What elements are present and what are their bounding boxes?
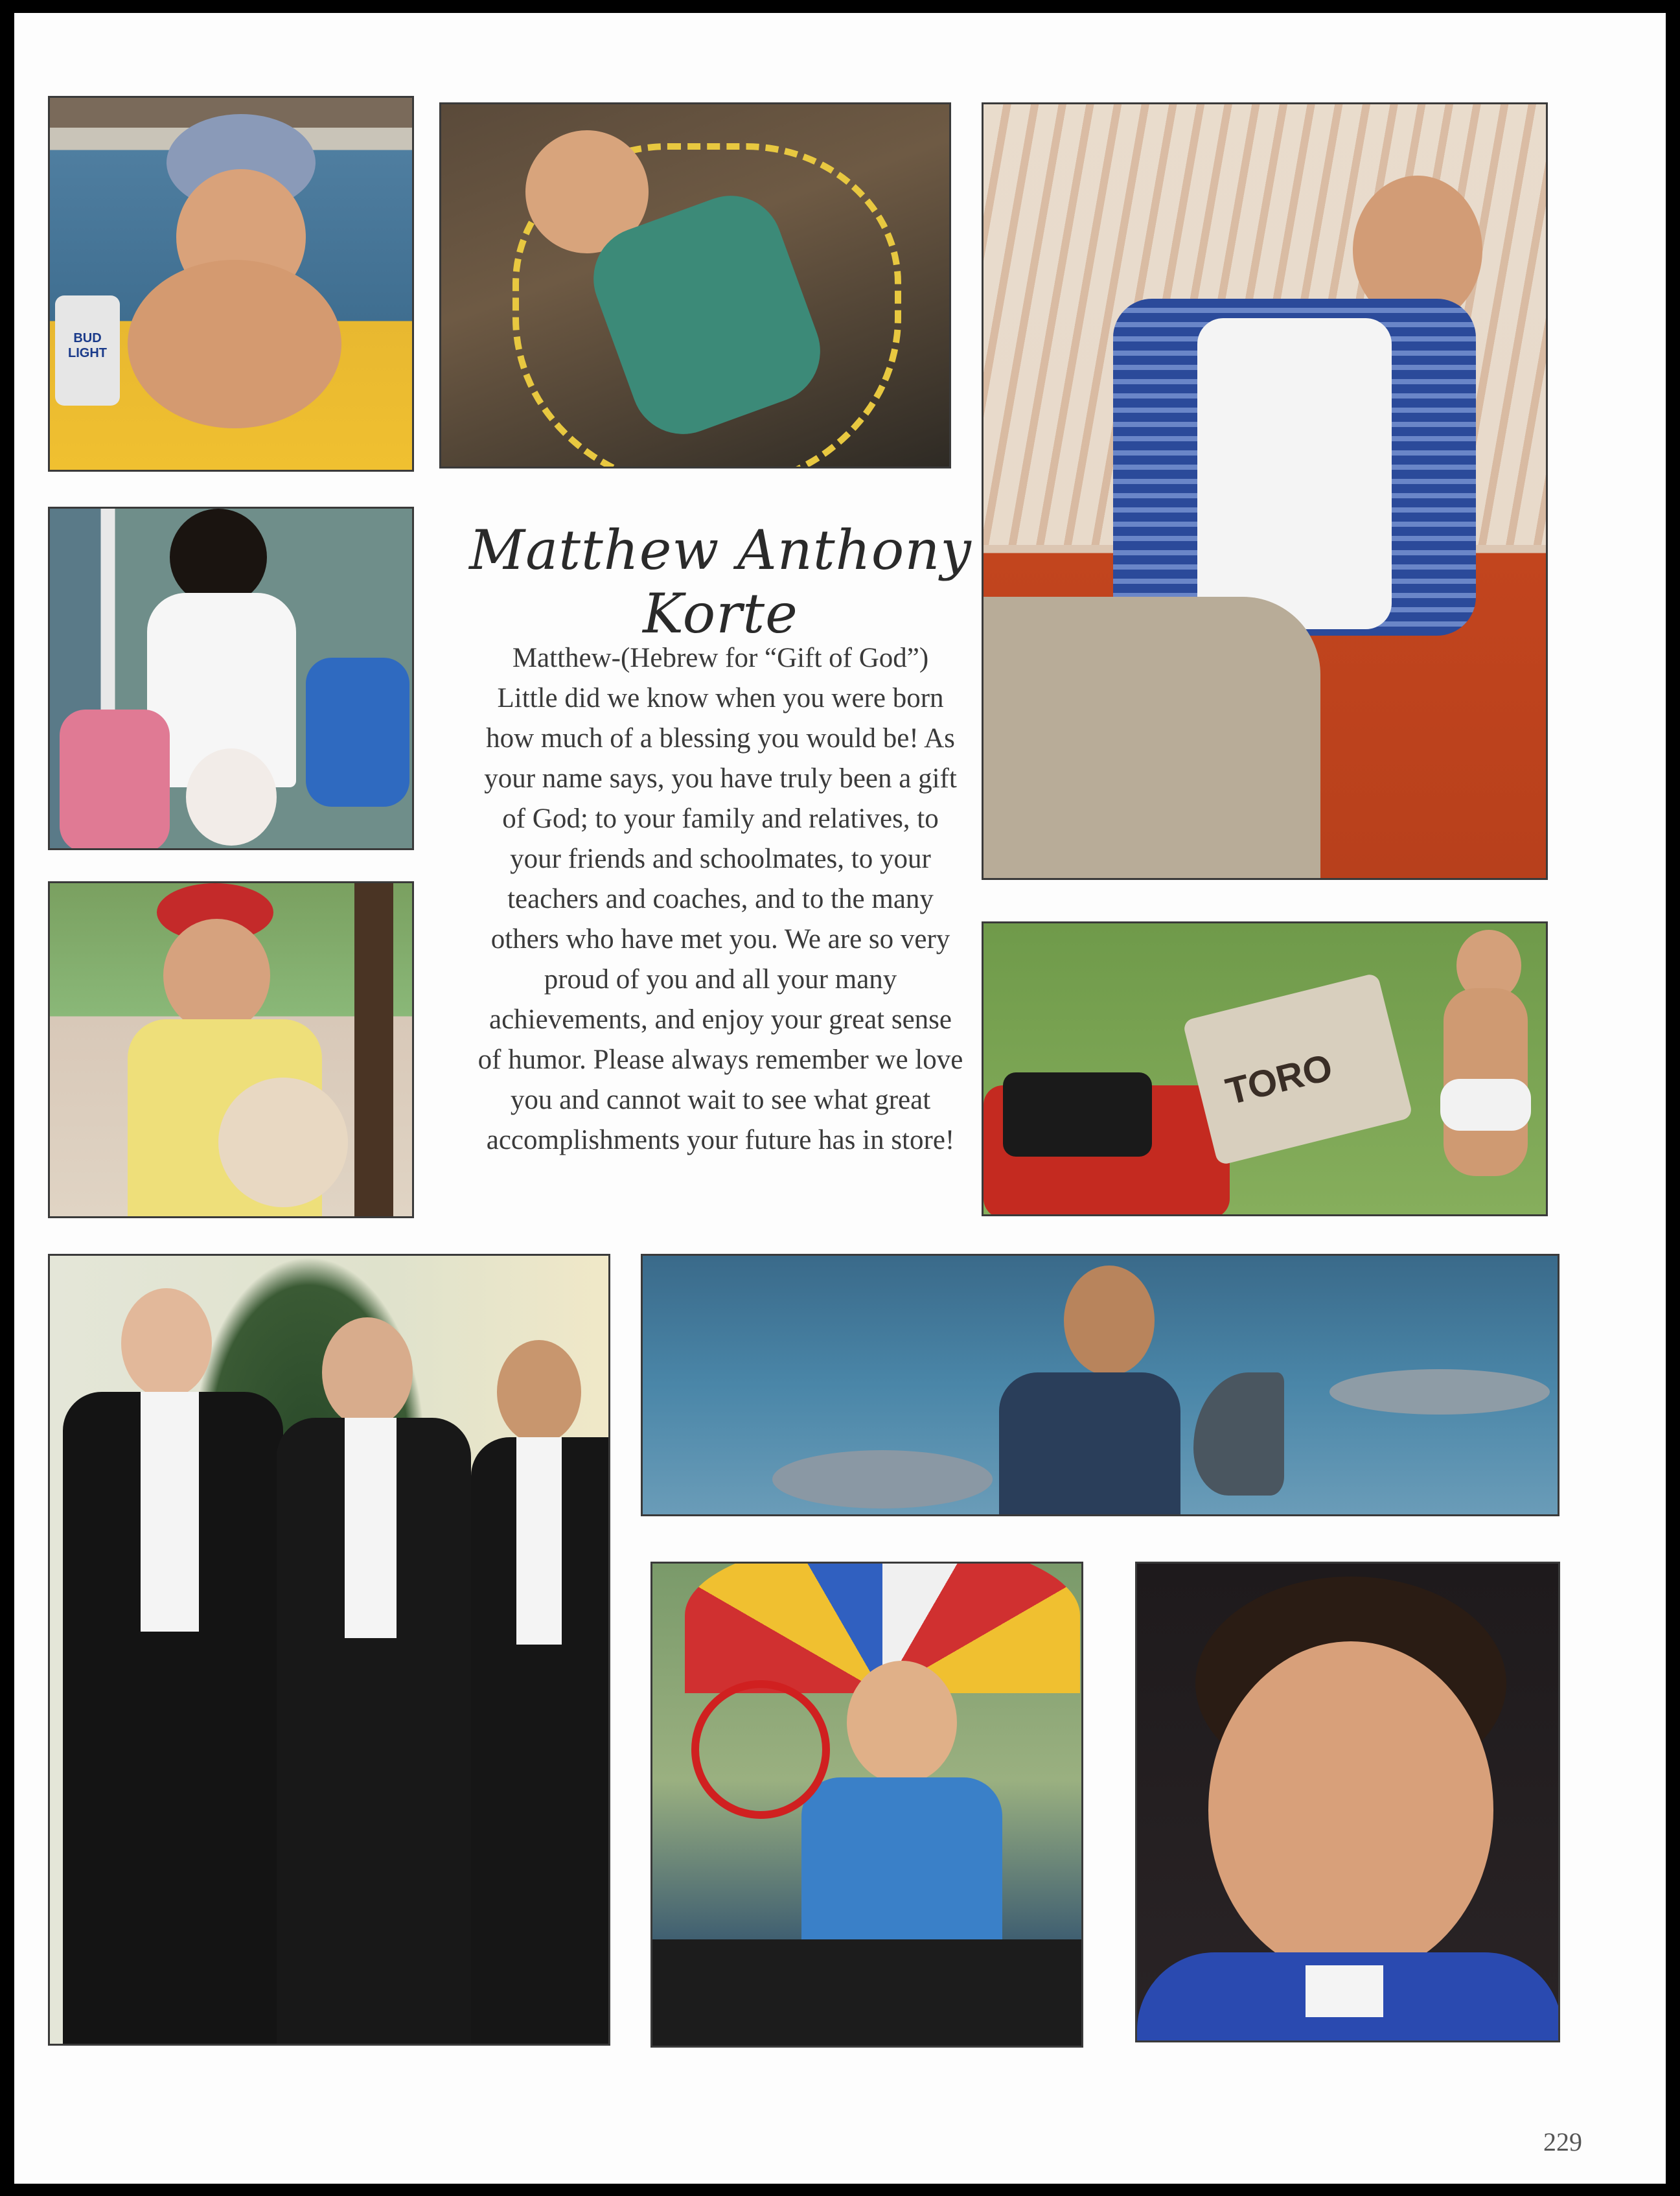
ride-car: [652, 1939, 1083, 2048]
girl-pink-outfit: [60, 710, 170, 850]
baby-body: [128, 260, 341, 428]
baby-bunny: [186, 748, 277, 846]
tribute-line: of humor. Please always remember we love: [478, 1045, 963, 1075]
photo-baby-lawnmower: [982, 921, 1548, 1216]
boy2-shirt: [345, 1418, 397, 1638]
boy-superman-shirt: [306, 658, 409, 807]
photo-boys-tuxedos: [48, 1254, 610, 2046]
tribute-line: Little did we know when you were born: [497, 683, 944, 713]
tribute-line: your friends and schoolmates, to your: [510, 844, 931, 874]
photo-family-kids: [48, 507, 414, 850]
toddler-head: [847, 1661, 957, 1784]
photo-toddler-ride: [650, 1562, 1083, 2048]
dolphin-fin: [1193, 1372, 1284, 1496]
dolphin-right: [1329, 1369, 1550, 1415]
life-vest: [999, 1372, 1180, 1516]
dolphin-left: [772, 1450, 993, 1508]
mower-brand-label: TORO: [1221, 1046, 1337, 1113]
tribute-line: of God; to your family and relatives, to: [502, 803, 939, 834]
photo-toddler-hammock: [439, 102, 951, 468]
tribute-line: achievements, and enjoy your great sense: [489, 1004, 952, 1035]
mower-bag: [1182, 973, 1413, 1166]
tribute-text: [416, 638, 1025, 1161]
photo-boy-lamb: [48, 881, 414, 1218]
boy2-head: [322, 1317, 413, 1427]
tribute-line: others who have met you. We are so very: [490, 924, 950, 954]
woman-hair: [170, 509, 267, 606]
boy1-shirt: [141, 1392, 199, 1632]
wood-post: [354, 883, 393, 1218]
tribute-line: you and cannot wait to see what great: [510, 1085, 931, 1115]
boy-collar: [1306, 1965, 1383, 2017]
boy3-head: [497, 1340, 581, 1444]
tribute-line: your name says, you have truly been a gift: [484, 763, 957, 794]
boy3-shirt: [516, 1437, 562, 1645]
page-number: 229: [1543, 2127, 1582, 2156]
toddler-blue-shirt: [801, 1777, 1002, 1946]
boy1-head: [121, 1288, 212, 1398]
tribute-line: teachers and coaches, and to the many: [507, 884, 934, 914]
page-title: Matthew Anthony Korte: [469, 518, 972, 645]
teen-tshirt: [1197, 318, 1392, 629]
photo-dolphins: [641, 1254, 1559, 1516]
man-head: [1064, 1266, 1155, 1376]
tribute-line: proud of you and all your many: [544, 964, 897, 995]
yearbook-page: [14, 13, 1666, 2184]
boy-face: [163, 919, 270, 1032]
baby-diaper: [1440, 1079, 1531, 1131]
photo-smiling-boy: [1135, 1562, 1560, 2042]
tribute-line: how much of a blessing you would be! As: [486, 723, 955, 754]
teen-pants: [984, 597, 1320, 880]
beer-can: [55, 295, 120, 406]
photo-teen-asleep: [982, 102, 1548, 880]
mower-engine: [1003, 1072, 1152, 1157]
tribute-line: accomplishments your future has in store!: [486, 1125, 955, 1155]
beer-can-label: BUD LIGHT: [68, 331, 107, 360]
photo-baby-pool: [48, 96, 414, 472]
tribute-line: Matthew-(Hebrew for “Gift of God”): [512, 643, 929, 673]
lamb: [218, 1078, 348, 1207]
boy-face: [1208, 1641, 1493, 1978]
steering-wheel: [691, 1680, 830, 1819]
